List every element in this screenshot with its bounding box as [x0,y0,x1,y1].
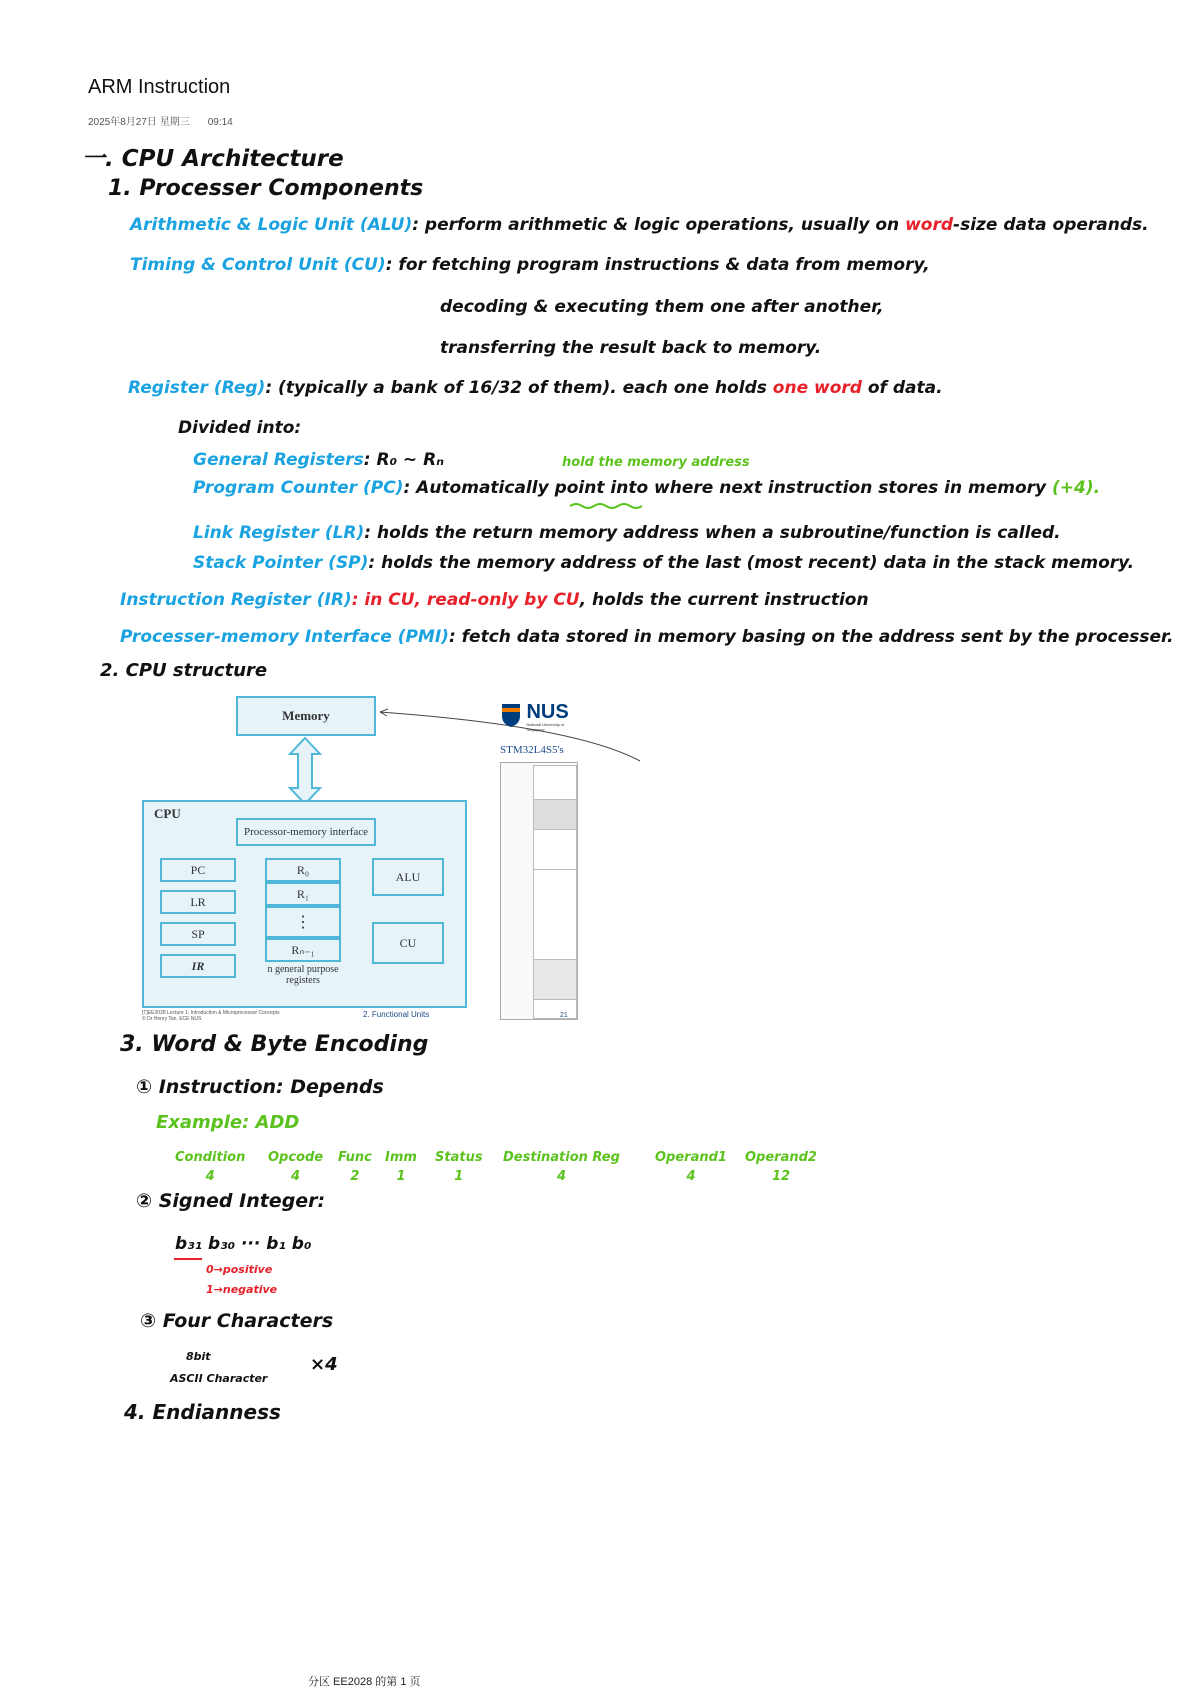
ir-box: IR [160,954,236,978]
regs-caption: n general purpose registers [267,964,339,986]
dots-box: ⋮ [265,906,341,938]
instr-field-1: Opcode 4 [268,1150,324,1184]
instruction-item: ① Instruction: Depends [136,1076,384,1098]
cu-line: Timing & Control Unit (CU): for fetching program instructions & data from memory, [130,255,930,275]
pc-line: Program Counter (PC): Automatically point into where next instruction stores in memory (+4). [193,478,1101,498]
nus-logo: NUS National University of Singapore [500,702,580,732]
nus-crest-icon [500,702,522,728]
page-date: 2025年8月27日 星期三 09:14 [88,117,233,128]
diagram-footer-right: 2. Functional Units [363,1010,430,1019]
instr-field-0: Condition 4 [175,1150,246,1184]
instr-field-4: Status 1 [435,1150,483,1184]
sp-box: SP [160,922,236,946]
general-registers-note: hold the memory address [562,455,750,470]
cu-line-2: decoding & executing them one after another, [440,297,884,317]
pmi-line: Processer-memory Interface (PMI): fetch data stored in memory basing on the address sent by the processer. [120,627,1174,647]
instr-field-7: Operand2 12 [745,1150,817,1184]
page-footer: 分区 EE2028 的第 1 页 [308,1676,421,1688]
sp-line: Stack Pointer (SP): holds the memory address of the last (most recent) data in the stack memory. [193,553,1135,573]
alu-box: ALU [372,858,444,896]
subsection-title-2: 2. CPU structure [100,660,268,681]
char-times: ×4 [310,1354,338,1375]
page-title: ARM Instruction [88,76,231,98]
instr-field-2: Func 2 [338,1150,372,1184]
example-label: Example: ADD [156,1112,300,1133]
char-ascii: ASCII Character [170,1372,268,1385]
general-registers-line: General Registers: R₀ ~ Rₙ [193,450,444,470]
subsection-title-4: 4. Endianness [124,1400,281,1424]
lr-box: LR [160,890,236,914]
memory-box: Memory [236,696,376,736]
lr-line: Link Register (LR): holds the return memory address when a subroutine/function is called. [193,523,1061,543]
bus-arrow [280,736,330,806]
divided-into: Divided into: [178,418,302,438]
reg-line: Register (Reg): (typically a bank of 16/32 of them). each one holds one word of data. [128,378,943,398]
instr-field-6: Operand1 4 [655,1150,727,1184]
instr-field-3: Imm 1 [385,1150,417,1184]
bits-expression: b₃₁ b₃₀ ··· b₁ b₀ [175,1234,312,1254]
r1-box: R₁ [265,882,341,906]
char-bits: 8bit [186,1350,211,1363]
stm-page-number: 21 [560,1012,568,1019]
diagram-footer-left: [T]EE2028 Lecture 1: Introduction & Microprocessor Concepts © Dr Henry Tan, ECE NUS [142,1010,280,1022]
stm-title: STM32L4S5's [500,744,564,756]
section-title: 一. CPU Architecture [82,146,344,172]
signed-integer-item: ② Signed Integer: [136,1190,326,1212]
negative-note: 1→negative [206,1283,278,1296]
cpu-box: CPU [142,800,467,1008]
memory-map [500,762,578,1020]
positive-note: 0→positive [206,1263,273,1276]
instr-field-5: Destination Reg 4 [503,1150,620,1184]
pc-box: PC [160,858,236,882]
alu-line: Arithmetic & Logic Unit (ALU): perform arithmetic & logic operations, usually on word-size data operands. [130,215,1149,235]
cu-line-3: transferring the result back to memory. [440,338,822,358]
subsection-title-3: 3. Word & Byte Encoding [120,1032,429,1057]
r0-box: R₀ [265,858,341,882]
four-characters-item: ③ Four Characters [140,1310,334,1332]
squiggle-underline [568,502,648,510]
msb-underline [174,1258,202,1260]
ir-line: Instruction Register (IR): in CU, read-only by CU, holds the current instruction [120,590,869,610]
cu-box: CU [372,922,444,964]
pmi-box: Processor-memory interface [236,818,376,846]
subsection-title-1: 1. Processer Components [108,176,424,201]
rn-box: Rₙ₋₁ [265,938,341,962]
